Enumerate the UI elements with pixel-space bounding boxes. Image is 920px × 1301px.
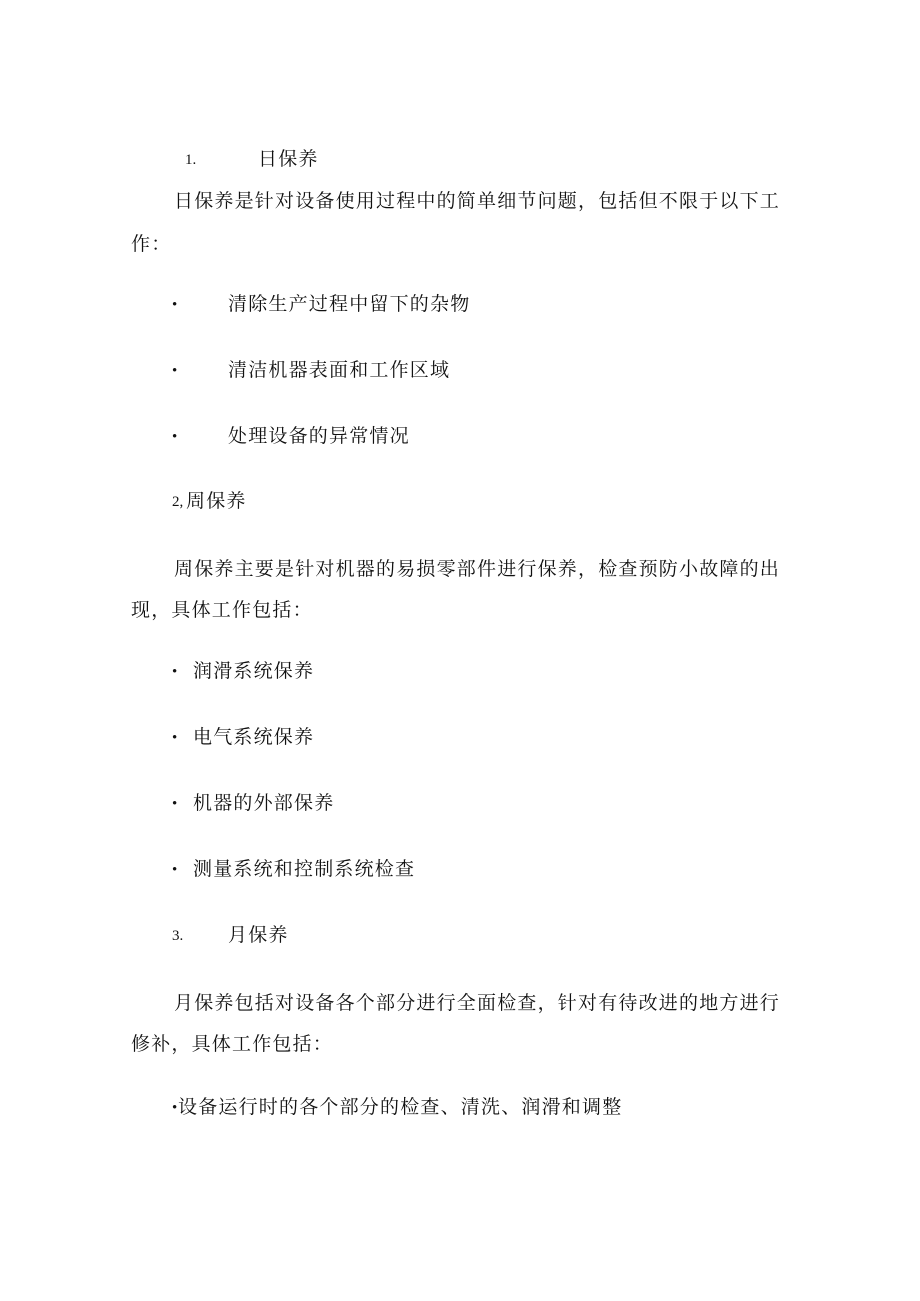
bullet-marker: • [172,730,178,746]
section-3-heading: 月保养 [228,924,289,946]
section-2-number: 2, [172,494,184,510]
bullet-marker: • [172,363,178,379]
section-2-heading: 周保养 [186,490,247,512]
bullet-marker: • [172,1100,178,1116]
bullet-marker: • [172,664,178,680]
section-3-paragraph-line-2: 修补，具体工作包括： [131,1033,334,1055]
bullet-marker: • [172,796,178,812]
section-1-number: 1. [185,152,197,168]
bullet-marker: • [172,862,178,878]
section-3-item-1: 设备运行时的各个部分的检查、清洗、润滑和调整 [178,1096,623,1118]
bullet-marker: • [172,429,178,445]
section-1-item-3: 处理设备的异常情况 [228,425,410,447]
section-3-paragraph-line-1: 月保养包括对设备各个部分进行全面检查，针对有待改进的地方进行 [174,992,781,1014]
section-1-item-2: 清洁机器表面和工作区域 [228,359,451,381]
bullet-marker: • [172,297,178,313]
section-2-item-2: 电气系统保养 [193,726,315,748]
section-1-paragraph-line-1: 日保养是针对设备使用过程中的简单细节问题，包括但不限于以下工 [174,190,781,212]
section-2-paragraph-line-1: 周保养主要是针对机器的易损零部件进行保养，检查预防小故障的出 [174,558,781,580]
section-1-paragraph-line-2: 作： [131,233,172,255]
section-1-item-1: 清除生产过程中留下的杂物 [228,293,471,315]
section-2-item-3: 机器的外部保养 [193,792,335,814]
section-2-item-1: 润滑系统保养 [193,660,315,682]
section-2-paragraph-line-2: 现，具体工作包括： [131,599,313,621]
section-1-heading: 日保养 [258,148,319,170]
section-3-number: 3. [172,928,184,944]
section-2-item-4: 测量系统和控制系统检查 [193,858,416,880]
